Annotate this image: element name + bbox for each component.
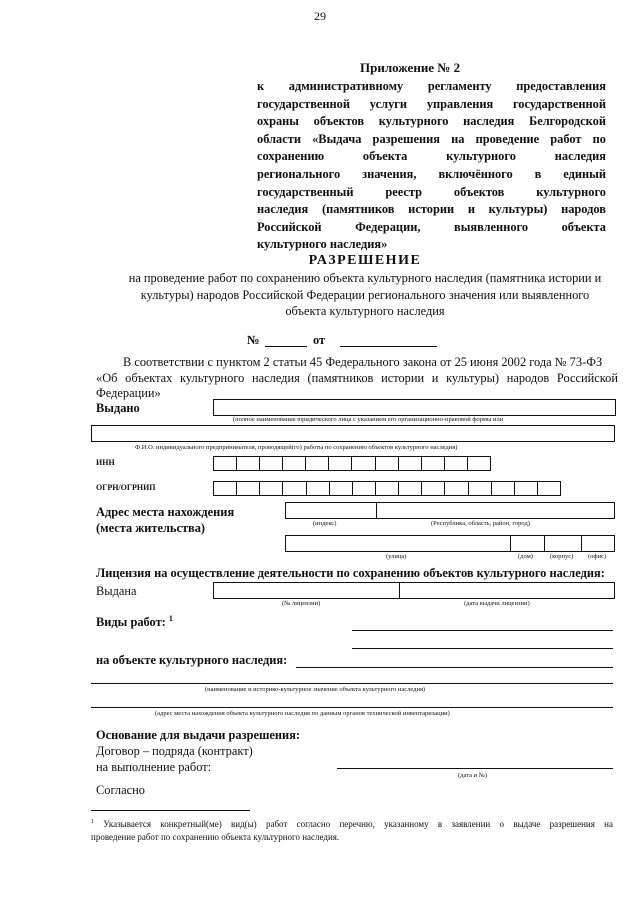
street-field[interactable] (285, 535, 512, 552)
region-caption: (Республика, область, район, город) (431, 520, 530, 527)
basis-line: «Об объектах культурного наследия (памятников истории и культуры) народов Российской (96, 370, 618, 385)
object-label: на объекте культурного наследия: (96, 653, 288, 667)
contract-label: Договор – подряда (контракт) (96, 744, 253, 758)
works-line-2[interactable] (352, 648, 613, 649)
inn-field[interactable] (213, 456, 491, 471)
appendix-line: культурного наследия» (257, 237, 388, 252)
subtitle-line: культуры) народов Российской Федерации регионального значения или выявленного (140, 287, 590, 302)
house-field[interactable] (510, 535, 546, 552)
appendix-line: области «Выдача разрешения на проведение работ по (257, 131, 606, 146)
appendix-line: охраны объектов культурного наследия Белгородской (257, 114, 606, 129)
appendix-title: Приложение № 2 (360, 60, 461, 75)
region-city-field[interactable] (376, 502, 615, 519)
grounds-heading: Основание для выдачи разрешения: (96, 728, 301, 742)
office-field[interactable] (581, 535, 615, 552)
object-name-line-2[interactable] (91, 683, 613, 684)
appendix-line: государственный реестр объектов культурного (257, 184, 606, 199)
address-label (96, 504, 234, 536)
license-date-caption: (дата выдачи лицензии) (464, 600, 530, 607)
number-field[interactable] (265, 346, 307, 347)
footnote-line (91, 816, 613, 831)
ogrn-label: ОГРН/ОГРНИП (96, 483, 156, 492)
address-label-line: (места жительства) (96, 521, 206, 535)
date-label: от (313, 333, 326, 347)
footnote (91, 816, 613, 844)
issued-caption: (полное наименование юридического лица с указанием его организационно-правовой формы или (233, 416, 504, 423)
works-label-text: Виды работ: (96, 615, 166, 630)
footnote-separator (91, 810, 250, 811)
license-number-caption: (№ лицензии) (282, 600, 321, 607)
inn-label: ИНН (96, 458, 115, 467)
address-label-line: Адрес места нахождения (96, 505, 235, 519)
contract-date-number-line[interactable] (337, 768, 613, 769)
page-number: 29 (314, 9, 326, 23)
issued-to-field[interactable] (213, 399, 616, 416)
street-caption: (улица) (386, 553, 407, 560)
document-title: РАЗРЕШЕНИЕ (308, 253, 422, 268)
appendix-line: наследия (памятников истории и культуры) народов (257, 202, 606, 217)
postal-index-field[interactable] (285, 502, 377, 519)
building-field[interactable] (544, 535, 583, 552)
basis-line: В соответствии с пунктом 2 статьи 45 Федерального закона от 25 июня 2002 года № 73-ФЗ (123, 355, 603, 369)
object-name-line-1[interactable] (296, 667, 613, 668)
number-label: № (247, 333, 260, 347)
grounds-block (96, 727, 300, 775)
object-address-caption: (адрес места нахождения объекта культурного наследия по данным органов технической инвентаризации) (155, 710, 450, 717)
object-address-line[interactable] (91, 707, 613, 708)
legal-basis (96, 355, 618, 402)
footnote-mark: 1 (91, 819, 94, 825)
basis-line: Федерации» (96, 386, 161, 400)
license-issued-label: Выдана (96, 584, 137, 598)
footnote-line: проведение работ по сохранению объекта культурного наследия. (91, 832, 340, 842)
license-heading: Лицензия на осуществление деятельности по сохранению объектов культурного наследия: (96, 566, 605, 580)
works-line-1[interactable] (352, 630, 613, 631)
appendix-line: Российской Федерации, выявленного объекта (257, 219, 606, 234)
office-caption: (офис) (588, 553, 607, 560)
license-date-field[interactable] (399, 582, 615, 599)
footnote-text: Указывается конкретный(ме) вид(ы) работ согласно перечню, указанному в заявлении о выдаче разрешения на (103, 819, 613, 829)
appendix-line: регионального значения, включённого в единый (257, 166, 606, 181)
house-caption: (дом) (518, 553, 533, 560)
appendix-text (257, 78, 606, 254)
document-subtitle (80, 270, 640, 320)
issued-caption-2: Ф.И.О. индивидуального предпринимателя, проводящей(го) работы по сохранению объектов культурного наследия) (135, 444, 458, 451)
execution-label: на выполнение работ: (96, 760, 212, 774)
subtitle-line: объекта культурного наследия (285, 304, 445, 318)
footnote-ref[interactable]: 1 (168, 614, 173, 623)
index-caption: (индекс) (313, 520, 337, 527)
license-number-field[interactable] (213, 582, 401, 599)
contract-caption: (дата и №) (458, 772, 488, 779)
subtitle-line: на проведение работ по сохранению объекта культурного наследия (памятника истории и (128, 271, 602, 285)
issued-to-field-2[interactable] (91, 425, 615, 442)
appendix-line: к административному регламенту предоставления (257, 79, 606, 93)
object-name-caption: (наименование и историко-культурное значение объекта культурного наследия) (205, 686, 426, 693)
works-label (96, 614, 173, 630)
building-caption: (корпус) (550, 553, 574, 560)
appendix-line: сохранению объекта культурного наследия (257, 149, 606, 164)
appendix-line: государственной услуги управления государственной (257, 96, 606, 111)
date-field[interactable] (340, 346, 437, 347)
issued-label: Выдано (96, 401, 140, 415)
agreed-label: Согласно (96, 783, 145, 797)
ogrn-field[interactable] (213, 481, 561, 496)
